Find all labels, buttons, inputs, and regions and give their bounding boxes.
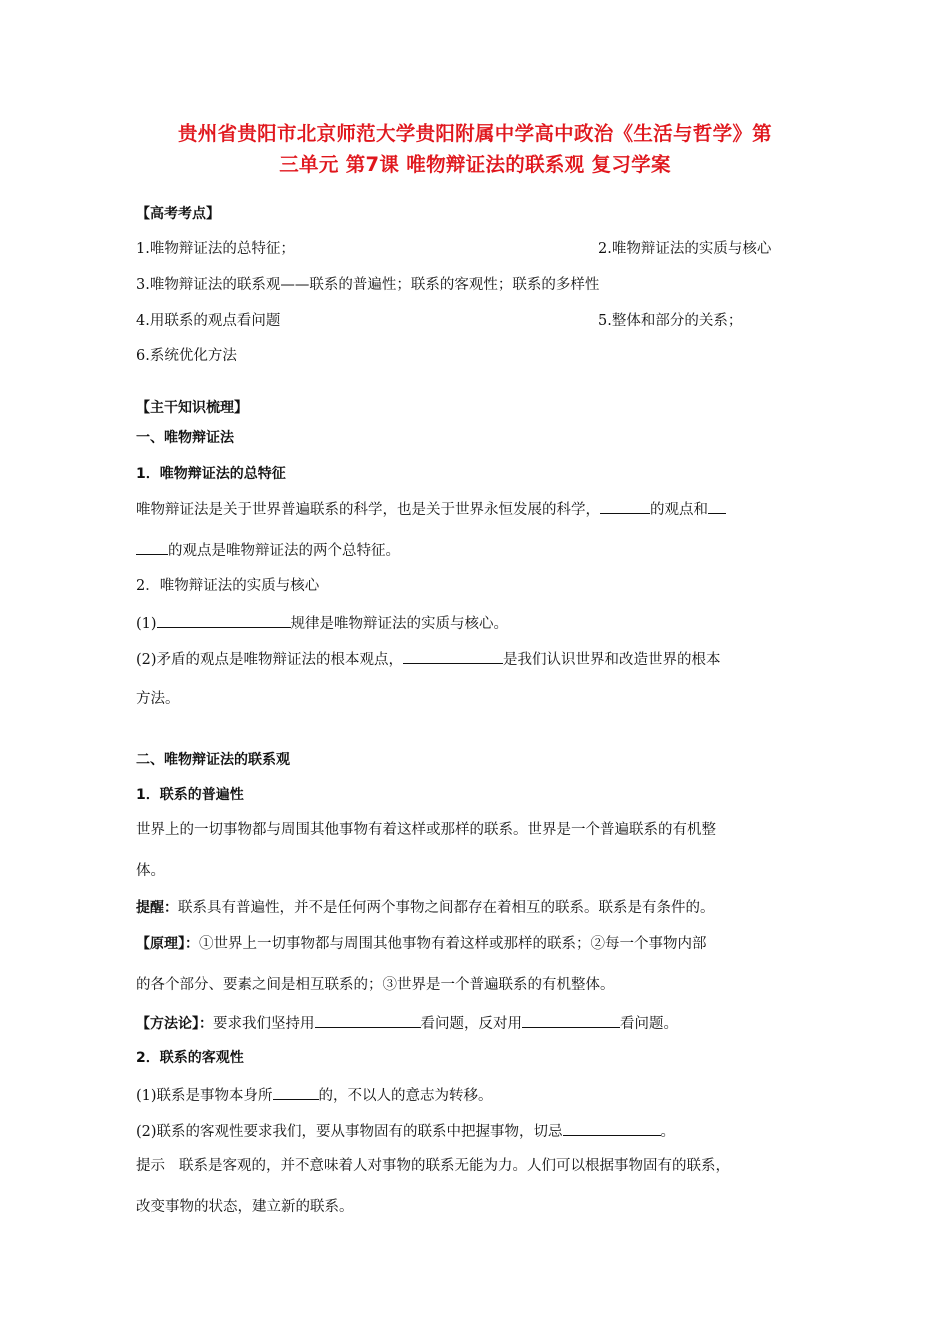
exam-point-5: 5.整体和部分的关系；: [598, 313, 743, 329]
section-1-sub-2-item-1: [136, 612, 826, 634]
fill-blank[interactable]: [600, 498, 650, 514]
hint-line: [136, 1156, 826, 1176]
method-label: 【方法论】：: [136, 1016, 213, 1032]
reminder-line: [136, 898, 826, 918]
exam-point-2: 2.唯物辩证法的实质与核心: [598, 241, 772, 257]
section-2-title: 二、唯物辩证法的联系观: [136, 752, 290, 768]
section-1-sub-1-text-cont: [136, 539, 826, 561]
knowledge-heading: 【主干知识梳理】: [136, 400, 248, 416]
fill-blank[interactable]: [157, 612, 291, 628]
text-fragment: 规律是唯物辩证法的实质与核心。: [290, 616, 509, 632]
text-fragment: (2)联系的客观性要求我们，要从事物固有的联系中把握事物，切忌: [136, 1124, 563, 1140]
text-fragment: 的观点和: [650, 502, 708, 518]
section-2-sub-1-title: 1．联系的普遍性: [136, 787, 244, 803]
fill-blank[interactable]: [136, 539, 168, 555]
hint-line-cont: 改变事物的状态，建立新的联系。: [136, 1199, 354, 1215]
fill-blank[interactable]: [315, 1012, 421, 1028]
text-fragment: 唯物辩证法是关于世界普遍联系的科学，也是关于世界永恒发展的科学，: [136, 502, 600, 518]
document-title: [120, 118, 830, 180]
section-2-sub-2-item-1: [136, 1084, 826, 1106]
fill-blank[interactable]: [403, 648, 503, 664]
text-fragment: 的观点是唯物辩证法的两个总特征。: [168, 543, 400, 559]
text-fragment: (1): [136, 616, 157, 632]
text-fragment: 看问题，反对用: [420, 1016, 522, 1032]
exam-point-6: 6.系统优化方法: [136, 348, 237, 364]
method-line: [136, 1012, 826, 1034]
section-1-sub-2-title: 2．唯物辩证法的实质与核心: [136, 578, 320, 594]
fill-blank[interactable]: [522, 1012, 620, 1028]
text-fragment: 。: [660, 1124, 676, 1140]
text-fragment: (1)联系是事物本身所: [136, 1088, 273, 1104]
text-fragment: 是我们认识世界和改造世界的根本: [503, 652, 721, 668]
exam-point-3: 3.唯物辩证法的联系观——联系的普遍性；联系的客观性；联系的多样性: [136, 277, 600, 293]
fill-blank[interactable]: [708, 498, 726, 514]
section-2-sub-2-title: 2．联系的客观性: [136, 1050, 244, 1066]
exam-point-row-1: [136, 239, 826, 259]
title-line-1: 贵州省贵阳市北京师范大学贵阳附属中学高中政治《生活与哲学》第: [177, 122, 772, 145]
principle-text: ①世界上一切事物都与周围其他事物有着这样或那样的联系；②每一个事物内部: [199, 936, 707, 952]
section-1-sub-2-item-2-cont: 方法。: [136, 691, 180, 707]
text-fragment: 看问题。: [620, 1016, 678, 1032]
hint-label: 提示: [136, 1158, 165, 1174]
section-1-sub-1-title: 1．唯物辩证法的总特征: [136, 466, 286, 482]
exam-points-heading: 【高考考点】: [136, 206, 220, 222]
exam-point-row-3: [136, 311, 826, 331]
principle-label: 【原理】：: [136, 936, 199, 952]
fill-blank[interactable]: [563, 1120, 661, 1136]
section-1-sub-1-text: [136, 498, 826, 520]
fill-blank[interactable]: [273, 1084, 319, 1100]
principle-line-cont: 的各个部分、要素之间是相互联系的；③世界是一个普遍联系的有机整体。: [136, 977, 615, 993]
exam-point-1: 1.唯物辩证法的总特征；: [136, 241, 295, 257]
section-2-sub-2-item-2: [136, 1120, 826, 1142]
reminder-label: 提醒：: [136, 900, 178, 916]
principle-line: [136, 934, 826, 954]
section-2-sub-1-text: 世界上的一切事物都与周围其他事物有着这样或那样的联系。世界是一个普遍联系的有机整: [136, 822, 716, 838]
text-fragment: 要求我们坚持用: [213, 1016, 315, 1032]
title-line-2: 三单元 第7课 唯物辩证法的联系观 复习学案: [279, 153, 671, 176]
section-1-title: 一、唯物辩证法: [136, 430, 234, 446]
exam-point-4: 4.用联系的观点看问题: [136, 313, 281, 329]
section-1-sub-2-item-2: [136, 648, 826, 670]
section-2-sub-1-text-cont: 体。: [136, 863, 165, 879]
reminder-text: 联系具有普遍性，并不是任何两个事物之间都存在着相互的联系。联系是有条件的。: [178, 900, 715, 916]
text-fragment: (2)矛盾的观点是唯物辩证法的根本观点，: [136, 652, 404, 668]
hint-text: 联系是客观的，并不意味着人对事物的联系无能为力。人们可以根据事物固有的联系，: [179, 1158, 730, 1174]
text-fragment: 的，不以人的意志为转移。: [318, 1088, 493, 1104]
